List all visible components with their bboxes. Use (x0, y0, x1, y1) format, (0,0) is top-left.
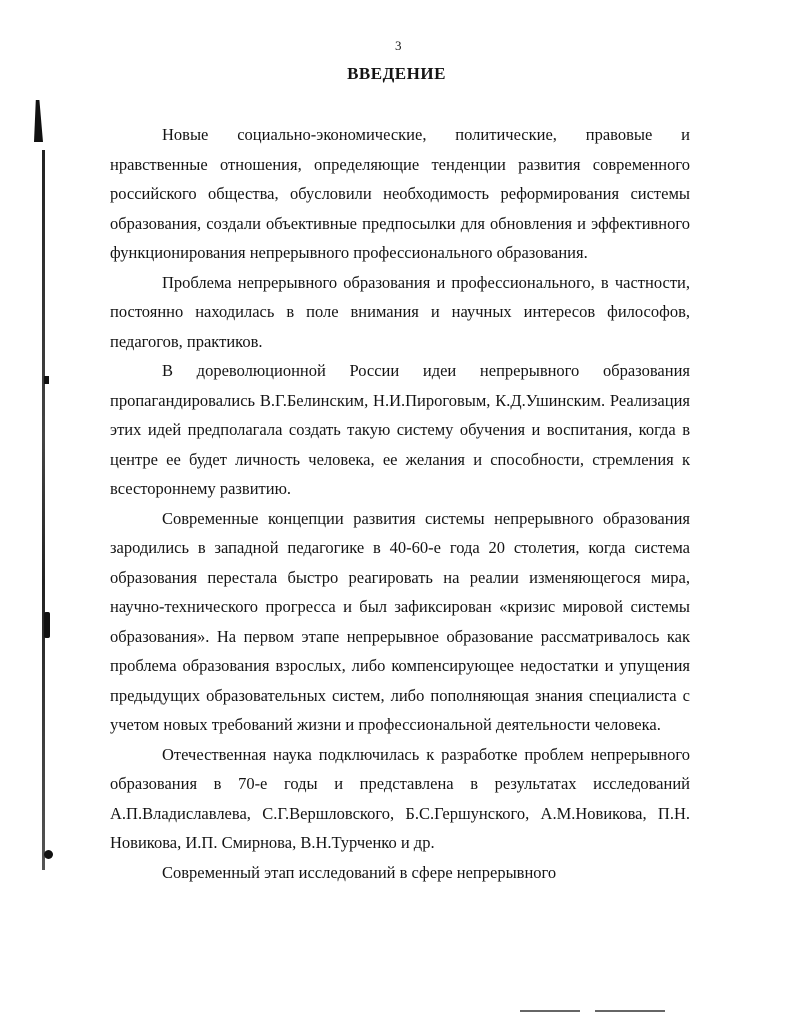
paragraph: Новые социально-экономические, политические, правовые и нравственные отношения, определяющие тенденции развития современного российского общества, обусловили необходимость реформирования системы образования, создали объективные предпосылки для обновления и эффективного функционирования непрерывного профессионального образования. (110, 125, 690, 262)
document-body (110, 120, 690, 887)
paragraph: В дореволюционной России идеи непрерывного образования пропагандировались В.Г.Белинским, Н.И.Пироговым, К.Д.Ушинским. Реализация этих идей предполагала создать такую систему обучения и воспитания, когда в центре ее будет личность человека, ее желания и способности, стремления к всестороннему развитию. (110, 361, 690, 498)
scan-mark-middle (44, 612, 50, 638)
paragraph: Современный этап исследований в сфере непрерывного (162, 862, 557, 882)
paragraph: Современные концепции развития системы непрерывного образования зародились в западной педагогике в 40-60-е года 20 столетия, когда система образования перестала быстро реагировать на реалии изменяющегося мира, научно-технического прогресса и был зафиксирован «кризис мировой системы образования». На первом этапе непрерывное образование рассматривалось как проблема образования взрослых, либо компенсирующее недостатки и упущения предыдущих образовательных систем, либо пополняющая знания специалиста с учетом новых требований жизни и профессиональной деятельности человека. (110, 508, 690, 734)
page-number: 3 (395, 38, 402, 53)
scan-edge-line (42, 150, 45, 870)
page-title: ВВЕДЕНИЕ (347, 64, 446, 83)
scan-mark-bottom (44, 850, 53, 859)
scan-mark-top (34, 100, 43, 142)
scan-mark-small (44, 376, 49, 384)
paragraph: Проблема непрерывного образования и профессионального, в частности, постоянно находилась в поле внимания и научных интересов философов, педагогов, практиков. (110, 272, 690, 351)
paragraph: Отечественная наука подключилась к разработке проблем непрерывного образования в 70-е годы и представлена в результатах исследований А.П.Владиславлева, С.Г.Вершловского, Б.С.Гершунского, А.М.Новикова, П.Н. Новикова, И.П. Смирнова, В.Н.Турченко и др. (110, 744, 690, 852)
scan-smudge-bottom-2 (595, 1010, 665, 1012)
scan-smudge-bottom (520, 1010, 580, 1012)
